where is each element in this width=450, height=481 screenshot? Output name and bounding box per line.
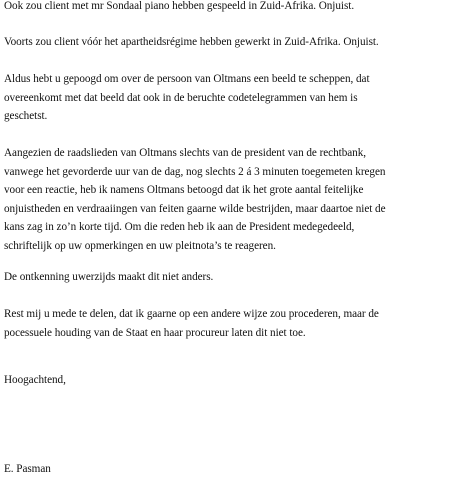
paragraph-line: geschetst.	[4, 110, 48, 122]
paragraph-apartheid	[4, 33, 379, 52]
paragraph-reaction	[4, 144, 386, 255]
paragraph-line: Rest mij u mede te delen, dat ik gaarne op een andere wijze zou procederen, maar de	[4, 308, 379, 320]
paragraph-line: kans zag in zo’n korte tijd. Om die reden heb ik aan de President medegedeeld,	[4, 221, 355, 233]
paragraph-image	[4, 70, 370, 126]
paragraph-piano	[4, 0, 354, 16]
paragraph-line: Ook zou client met mr Sondaal piano hebben gespeeld in Zuid-Afrika. Onjuist.	[4, 0, 355, 12]
paragraph-line: pocessuele houding van de Staat en haar procureur laten dit niet toe.	[4, 326, 306, 339]
paragraph-line: De ontkenning uwerzijds maakt dit niet anders.	[4, 271, 214, 283]
paragraph-line: onjuistheden en verdraaiingen van feiten gaarne wilde bestrijden, maar daartoe niet de	[4, 202, 386, 215]
paragraph-line: overeenkomt met dat beeld dat ook in de beruchte codetelegrammen van hem is	[4, 91, 358, 104]
paragraph-line: Aangezien de raadslieden van Oltmans slechts van de president van de rechtbank,	[4, 147, 366, 159]
signature-name: E. Pasman	[4, 463, 51, 475]
paragraph-denial	[4, 268, 213, 287]
paragraph-procedure	[4, 305, 379, 342]
paragraph-line: Aldus hebt u gepoogd om over de persoon van Oltmans een beeld te scheppen, dat	[4, 73, 370, 85]
paragraph-line: Voorts zou client vóór het apartheidsrégime hebben gewerkt in Zuid-Afrika. Onjuist.	[4, 36, 379, 48]
closing-salutation: Hoogachtend,	[4, 374, 66, 386]
paragraph-line: voor een reactie, heb ik namens Oltmans betoogd dat ik het grote aantal feitelijke	[4, 184, 364, 196]
paragraph-line: schriftelijk op uw opmerkingen en uw pleitnota’s te reageren.	[4, 239, 276, 252]
paragraph-line: vanwege het gevorderde uur van de dag, nog slechts 2 á 3 minuten toegemeten kregen	[4, 165, 386, 178]
